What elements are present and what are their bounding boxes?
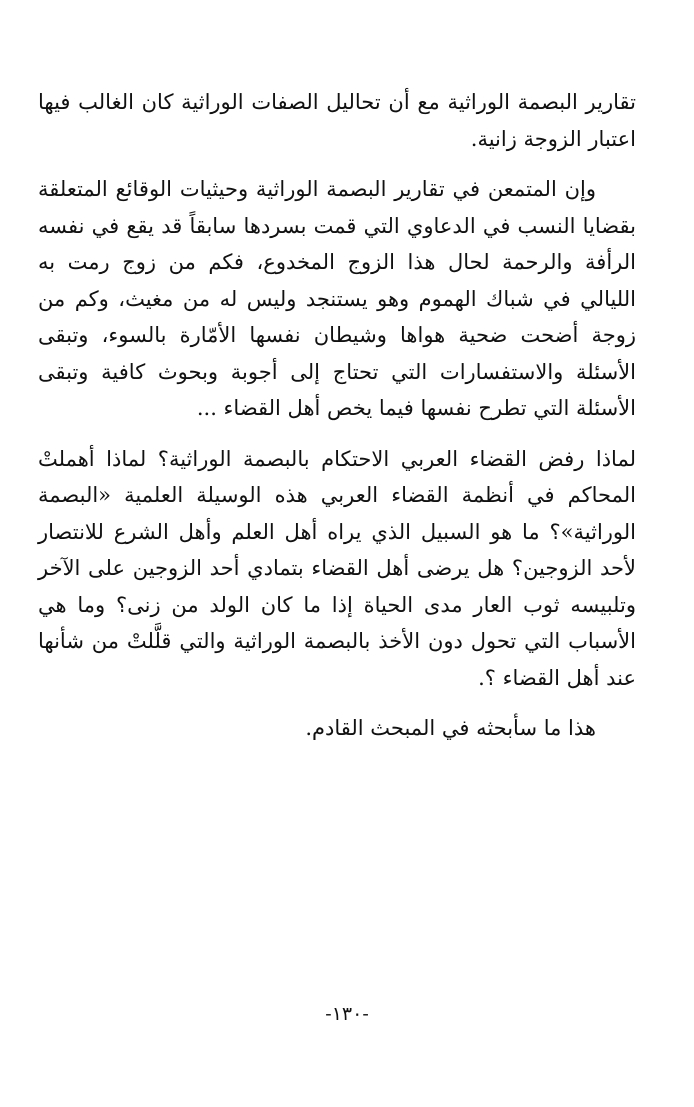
paragraph-4: هذا ما سأبحثه في المبحث القادم.	[305, 716, 596, 740]
paragraph-3: لماذا رفض القضاء العربي الاحتكام بالبصمة الوراثية؟ لماذا أهملتْ المحاكم في أنظمة القضاء العربي هذه الوسيلة العلمية «البصمة الوراثية»؟ ما هو السبيل الذي يراه أهل العلم وأهل الشرع للانتصار لأحد الزوجين؟ هل يرضى أهل القضاء بتمادي أحد الزوجين على الآخر وتلبيسه ثوب العار مدى الحياة إذا ما كان الولد من زنى؟ وما هي الأسباب التي تحول دون الأخذ بالبصمة الوراثية والتي قلَّلتْ من شأنها عند أهل القضاء ؟.	[38, 446, 636, 690]
body-text	[38, 84, 636, 761]
page-number: -١٣٠-	[325, 1003, 369, 1025]
paragraph-1: تقارير البصمة الوراثية مع أن تحاليل الصفات الوراثية كان الغالب فيها اعتبار الزوجة زانية.	[38, 90, 636, 151]
paragraph-2: وإن المتمعن في تقارير البصمة الوراثية وحيثيات الوقائع المتعلقة بقضايا النسب في الدعاوي التي قمت بسردها سابقاً قد يقع في نفسه الرأفة والرحمة لحال هذا الزوج المخدوع، فكم من زوج رمت به الليالي في شباك الهموم وهو يستنجد وليس له من مغيث، وكم من زوجة أضحت ضحية هواها وشيطان نفسها الأمّارة بالسوء، وتبقى الأسئلة والاستفسارات التي تحتاج إلى أجوبة وبحوث كافية وتبقى الأسئلة التي تطرح نفسها فيما يخص أهل القضاء ...	[38, 177, 636, 420]
